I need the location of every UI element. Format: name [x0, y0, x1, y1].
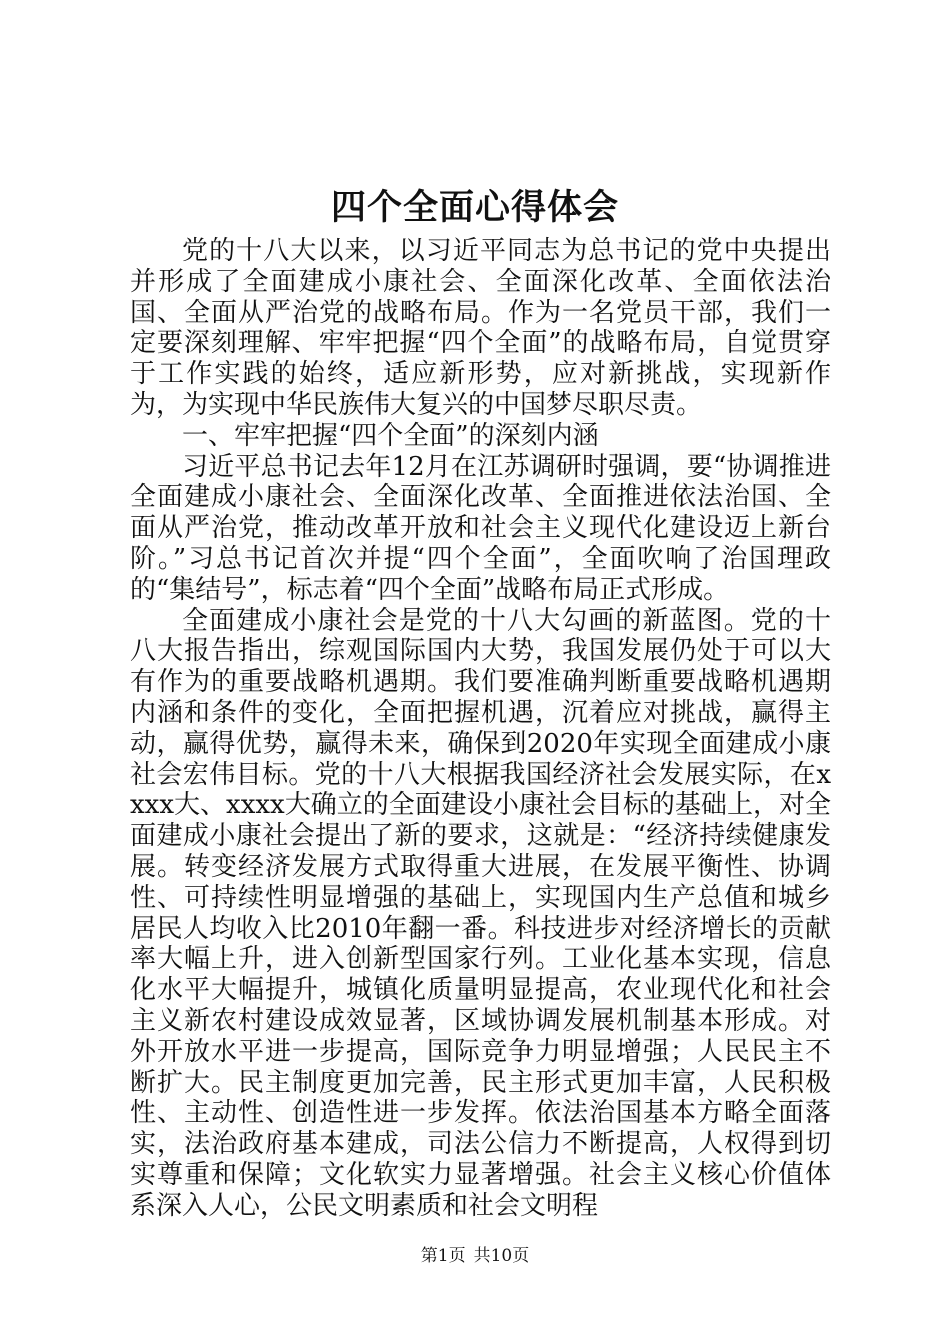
page-total: 共10页 [473, 1246, 530, 1266]
document-body [130, 236, 831, 1222]
paragraph-xi-quote: 习近平总书记去年12月在江苏调研时强调，要“协调推进全面建成小康社会、全面深化改革、全面推进依法治国、全面从严治党，推动改革开放和社会主义现代化建设迈上新台阶。”习总书记首次并提“四个全面”，全面吹响了治国理政的“集结号”，标志着“四个全面”战略布局正式形成。 [130, 451, 831, 605]
section-heading-1: 一、牢牢把握“四个全面”的深刻内涵 [182, 420, 599, 451]
page-number: 第1页 [420, 1246, 466, 1266]
paragraph-xiaokang: 全面建成小康社会是党的十八大勾画的新蓝图。党的十八大报告指出，综观国际国内大势，我国发展仍处于可以大有作为的重要战略机遇期。我们要准确判断重要战略机遇期内涵和条件的变化，全面把握机遇，沉着应对挑战，赢得主动，赢得优势，赢得未来，确保到2020年实现全面建成小康社会宏伟目标。党的十八大根据我国经济社会发展实际，在xxxx大、xxxx大确立的全面建设小康社会目标的基础上，对全面建成小康社会提出了新的要求，这就是：“经济持续健康发展。转变经济发展方式取得重大进展，在发展平衡性、协调性、可持续性明显增强的基础上，实现国内生产总值和城乡居民人均收入比2010年翻一番。科技进步对经济增长的贡献率大幅上升，进入创新型国家行列。工业化基本实现，信息化水平大幅提升，城镇化质量明显提高，农业现代化和社会主义新农村建设成效显著，区域协调发展机制基本形成。对外开放水平进一步提高，国际竞争力明显增强；人民民主不断扩大。民主制度更加完善，民主形式更加丰富，人民积极性、主动性、创造性进一步发挥。依法治国基本方略全面落实，法治政府基本建成，司法公信力不断提高，人权得到切实尊重和保障；文化软实力显著增强。社会主义核心价值体系深入人心，公民文明素质和社会文明程 [130, 605, 831, 1221]
paragraph-intro: 党的十八大以来，以习近平同志为总书记的党中央提出并形成了全面建成小康社会、全面深化改革、全面依法治国、全面从严治党的战略布局。作为一名党员干部，我们一定要深刻理解、牢牢把握“四个全面”的战略布局，自觉贯穿于工作实践的始终，适应新形势，应对新挑战，实现新作为，为实现中华民族伟大复兴的中国梦尽职尽责。 [130, 236, 831, 420]
page-footer [0, 1244, 950, 1268]
document-title: 四个全面心得体会 [330, 187, 619, 228]
